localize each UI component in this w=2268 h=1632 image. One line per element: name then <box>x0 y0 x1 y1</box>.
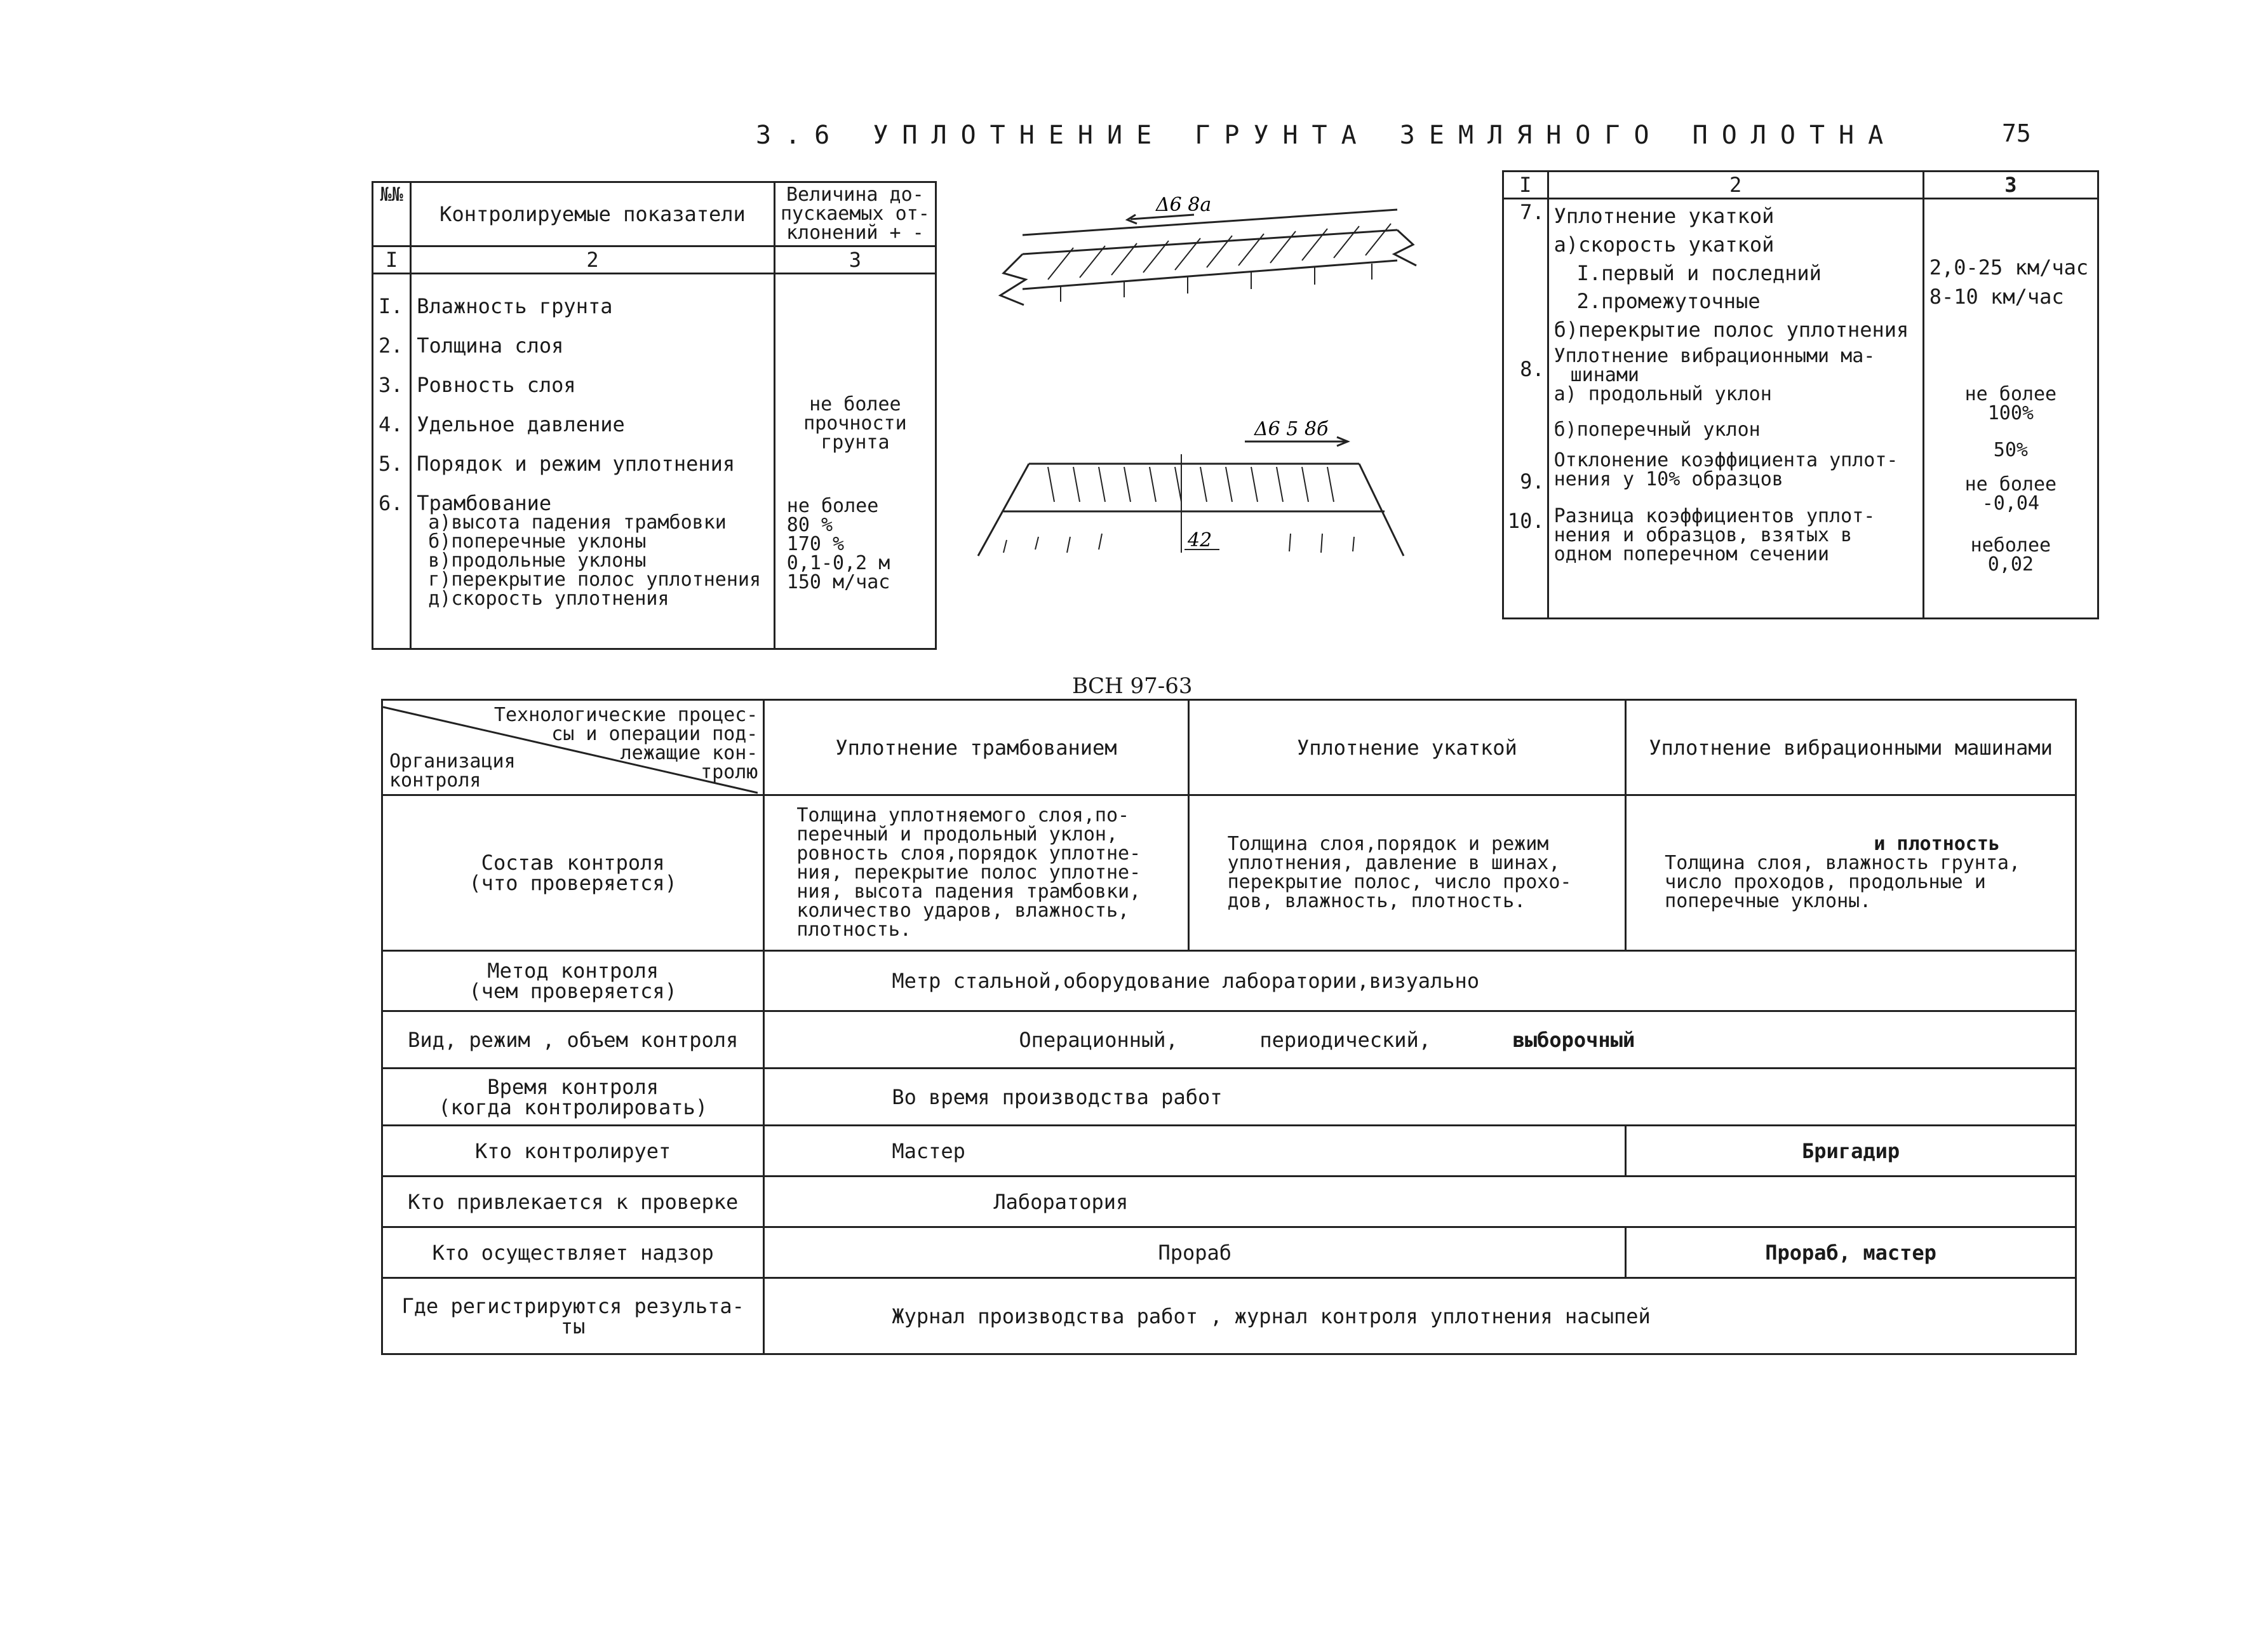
row-7 <box>1554 202 1917 344</box>
row-line: шинами <box>1570 363 1639 386</box>
text-line: плотность. <box>796 919 911 941</box>
row-num: 6. <box>379 491 403 515</box>
tamping-item: г)перекрытие полос уплотнения <box>428 569 762 591</box>
row-label: Ровность слоя <box>417 373 576 397</box>
text-line: ровность слоя,порядок уплотне- <box>796 842 1141 865</box>
label-line: (когда контролировать) <box>438 1095 708 1119</box>
tamping-value: 80 % <box>786 514 833 536</box>
row-line: 2.промежуточные <box>1576 289 1761 314</box>
column-header: Уплотнение трамбованием <box>764 700 1188 795</box>
value-line: неболее <box>1970 534 2051 556</box>
records-value: Журнал производства работ , журнал контроля уплотнения насыпей <box>764 1278 2076 1354</box>
records-label <box>382 1278 764 1354</box>
supervision-foreman: Прораб <box>764 1227 1626 1278</box>
tolerance-line: не более <box>809 393 901 415</box>
corner-bottom <box>389 752 516 790</box>
label-depth: 42 <box>1188 529 1212 551</box>
tamping-item: в)продольные уклоны <box>428 550 647 572</box>
composition-col2 <box>1188 795 1626 951</box>
text-line: количество ударов, влажность, <box>796 900 1130 922</box>
label-line: ты <box>560 1314 586 1339</box>
row-label: Трамбование <box>417 491 552 515</box>
composition-col1 <box>764 795 1188 951</box>
method-value: Метр стальной,оборудование лаборатории,визуально <box>764 951 2076 1011</box>
who-controls-brigadier: Бригадир <box>1626 1126 2076 1177</box>
row-line: б)перекрытие полос уплотнения <box>1553 318 1909 342</box>
type-value: Операционный, <box>1019 1027 1178 1052</box>
row-num: 8. <box>1520 357 1545 381</box>
row-line: б)поперечный уклон <box>1553 418 1761 441</box>
col-num-2: 2 <box>411 246 775 274</box>
row-label: Толщина слоя <box>417 334 564 358</box>
row-line: одном поперечном сечении <box>1553 543 1830 565</box>
tamping-values <box>781 497 930 592</box>
right-labels-cell <box>1548 199 1923 619</box>
value-line: 8-10 км/час <box>1929 285 2064 309</box>
text-line: дов, влажность, плотность. <box>1227 890 1526 912</box>
label-line: (что проверяется) <box>469 871 677 895</box>
tolerance-main <box>781 395 930 452</box>
left-nums-cell <box>373 274 411 649</box>
row-line: нения и образцов, взятых в <box>1553 523 1853 546</box>
text-line: Толщина слоя,порядок и режим <box>1227 833 1549 855</box>
label-top: Δ6 8а <box>1156 194 1212 216</box>
text-line: перекрытие полос, число прохо- <box>1227 871 1572 893</box>
text-line: уплотнения, давление в шинах, <box>1227 852 1560 874</box>
col-num-3: 3 <box>774 246 936 274</box>
col-num-1: I <box>1503 172 1548 199</box>
involved-label: Кто привлекается к проверке <box>382 1177 764 1227</box>
value-line: 2,0-25 км/час <box>1929 255 2089 280</box>
label-line: Состав контроля <box>481 851 665 875</box>
value-line: -0,04 <box>1982 492 2040 515</box>
page-number: 75 <box>2002 119 2031 147</box>
value-line: 50% <box>1993 438 2028 461</box>
who-controls-label: Кто контролирует <box>382 1126 764 1177</box>
tamping-list <box>417 513 768 609</box>
row-num: 2. <box>379 334 403 358</box>
right-nums-cell <box>1503 199 1548 619</box>
row-label: Порядок и режим уплотнения <box>417 452 735 476</box>
row-label: Удельное давление <box>417 412 625 436</box>
text-line: число проходов, продольные и <box>1665 871 1986 893</box>
row-10 <box>1553 504 1917 565</box>
type-value: периодический, <box>1259 1027 1432 1052</box>
row-9 <box>1553 448 1917 490</box>
who-controls-master: Мастер <box>764 1126 1626 1177</box>
corner-line: сы и операции под- <box>551 723 758 745</box>
left-tolerance-cell <box>774 274 936 649</box>
type-label: Вид, режим , объем контроля <box>382 1011 764 1069</box>
tamping-item: а)высота падения трамбовки <box>428 511 727 534</box>
value-line: не более <box>1964 382 2057 405</box>
time-label <box>382 1069 764 1126</box>
column-header: Уплотнение укаткой <box>1188 700 1626 795</box>
sloped-layer-sketch <box>1000 210 1416 305</box>
composition-label <box>382 795 764 951</box>
text-line: Толщина слоя, влажность грунта, <box>1665 852 2021 874</box>
corner-line: Технологические процес- <box>493 704 758 726</box>
corner-line: тролю <box>701 761 758 783</box>
text-line: ния, высота падения трамбовки, <box>796 880 1141 903</box>
col-num-2: 2 <box>1548 172 1923 199</box>
row-line: а)скорость укаткой <box>1553 232 1775 257</box>
corner-line: контроля <box>389 769 481 792</box>
corner-line: Организация <box>389 750 516 772</box>
col-header-num: №№ <box>373 182 411 246</box>
tolerance-line: прочности <box>803 412 907 435</box>
text-line: и плотность <box>1874 833 2000 855</box>
row-num: 9. <box>1520 469 1545 494</box>
row-num: 10. <box>1507 509 1545 533</box>
label-line: Время контроля <box>487 1074 659 1099</box>
tamping-value: 170 % <box>786 533 845 555</box>
row-line: Уплотнение укаткой <box>1553 204 1775 228</box>
tamping-item: б)поперечные уклоны <box>428 530 647 553</box>
compaction-diagram <box>965 184 1486 578</box>
label-line: Метод контроля <box>487 959 659 983</box>
column-header: Уплотнение вибрационными машинами <box>1626 700 2076 795</box>
corner-top <box>494 706 758 782</box>
value-line: 0,02 <box>1987 553 2034 576</box>
row-num: I. <box>379 294 403 318</box>
col-num-1: I <box>373 246 411 274</box>
page-title: 3.6 УПЛОТНЕНИЕ ГРУНТА ЗЕМЛЯНОГО ПОЛОТНА <box>756 121 1898 150</box>
value-line: не более <box>1964 473 2057 496</box>
left-indicators-table <box>372 181 937 650</box>
type-values <box>764 1011 2076 1069</box>
right-indicators-table <box>1502 170 2099 619</box>
row-line: Разница коэффициентов уплот- <box>1553 504 1875 527</box>
tamping-value: 150 м/час <box>786 571 890 593</box>
standard-code: ВСН 97-63 <box>1072 673 1193 699</box>
tolerance-line: грунта <box>821 431 890 454</box>
row-label: Влажность грунта <box>417 294 613 318</box>
row-num: 5. <box>379 452 403 476</box>
row-num: 3. <box>379 373 403 397</box>
right-values-cell <box>1923 199 2098 619</box>
row-num: 4. <box>379 412 403 436</box>
value-line: 100% <box>1987 401 2034 424</box>
col-header-indicators: Контролируемые показатели <box>411 182 775 246</box>
row-line: Отклонение коэффициента уплот- <box>1553 448 1898 471</box>
row-line: а) продольный уклон <box>1553 382 1772 405</box>
col-header-tolerance: Величина до-пускаемых от-клонений + - <box>774 182 936 246</box>
text-line: Толщина уплотняемого слоя,по- <box>796 804 1130 826</box>
type-value: выборочный <box>1512 1027 1635 1052</box>
text-line: перечный и продольный уклон, <box>796 823 1118 846</box>
tamping-value: 0,1-0,2 м <box>786 552 890 574</box>
corner-line: лежащие кон- <box>620 742 758 764</box>
label-line: Где регистрируются результа- <box>401 1293 744 1318</box>
tamping-item: д)скорость уплотнения <box>428 588 669 610</box>
tamping-value: не более <box>786 495 879 517</box>
supervision-label: Кто осуществляет надзор <box>382 1227 764 1278</box>
row-num: 7. <box>1520 200 1545 224</box>
label-line: (чем проверяется) <box>469 979 677 1003</box>
time-value: Во время производства работ <box>764 1069 2076 1126</box>
row-line: Уплотнение вибрационными ма- <box>1553 344 1875 367</box>
method-label <box>382 951 764 1011</box>
row-line: нения у 10% образцов <box>1553 468 1783 490</box>
col-num-3: 3 <box>1923 172 2098 199</box>
involved-value: Лаборатория <box>764 1177 2076 1227</box>
text-line: поперечные уклоны. <box>1665 890 1872 912</box>
left-labels-cell <box>411 274 775 649</box>
label-bottom: Δ6 5 8б <box>1254 418 1329 440</box>
row-8 <box>1553 344 1917 441</box>
row-line: I.первый и последний <box>1576 260 1822 285</box>
text-line: ния, перекрытие полос уплотне- <box>796 861 1141 884</box>
corner-cell <box>382 700 764 795</box>
supervision-foreman-master: Прораб, мастер <box>1626 1227 2076 1278</box>
control-organization-table <box>381 699 2077 1355</box>
composition-col3 <box>1626 795 2076 951</box>
